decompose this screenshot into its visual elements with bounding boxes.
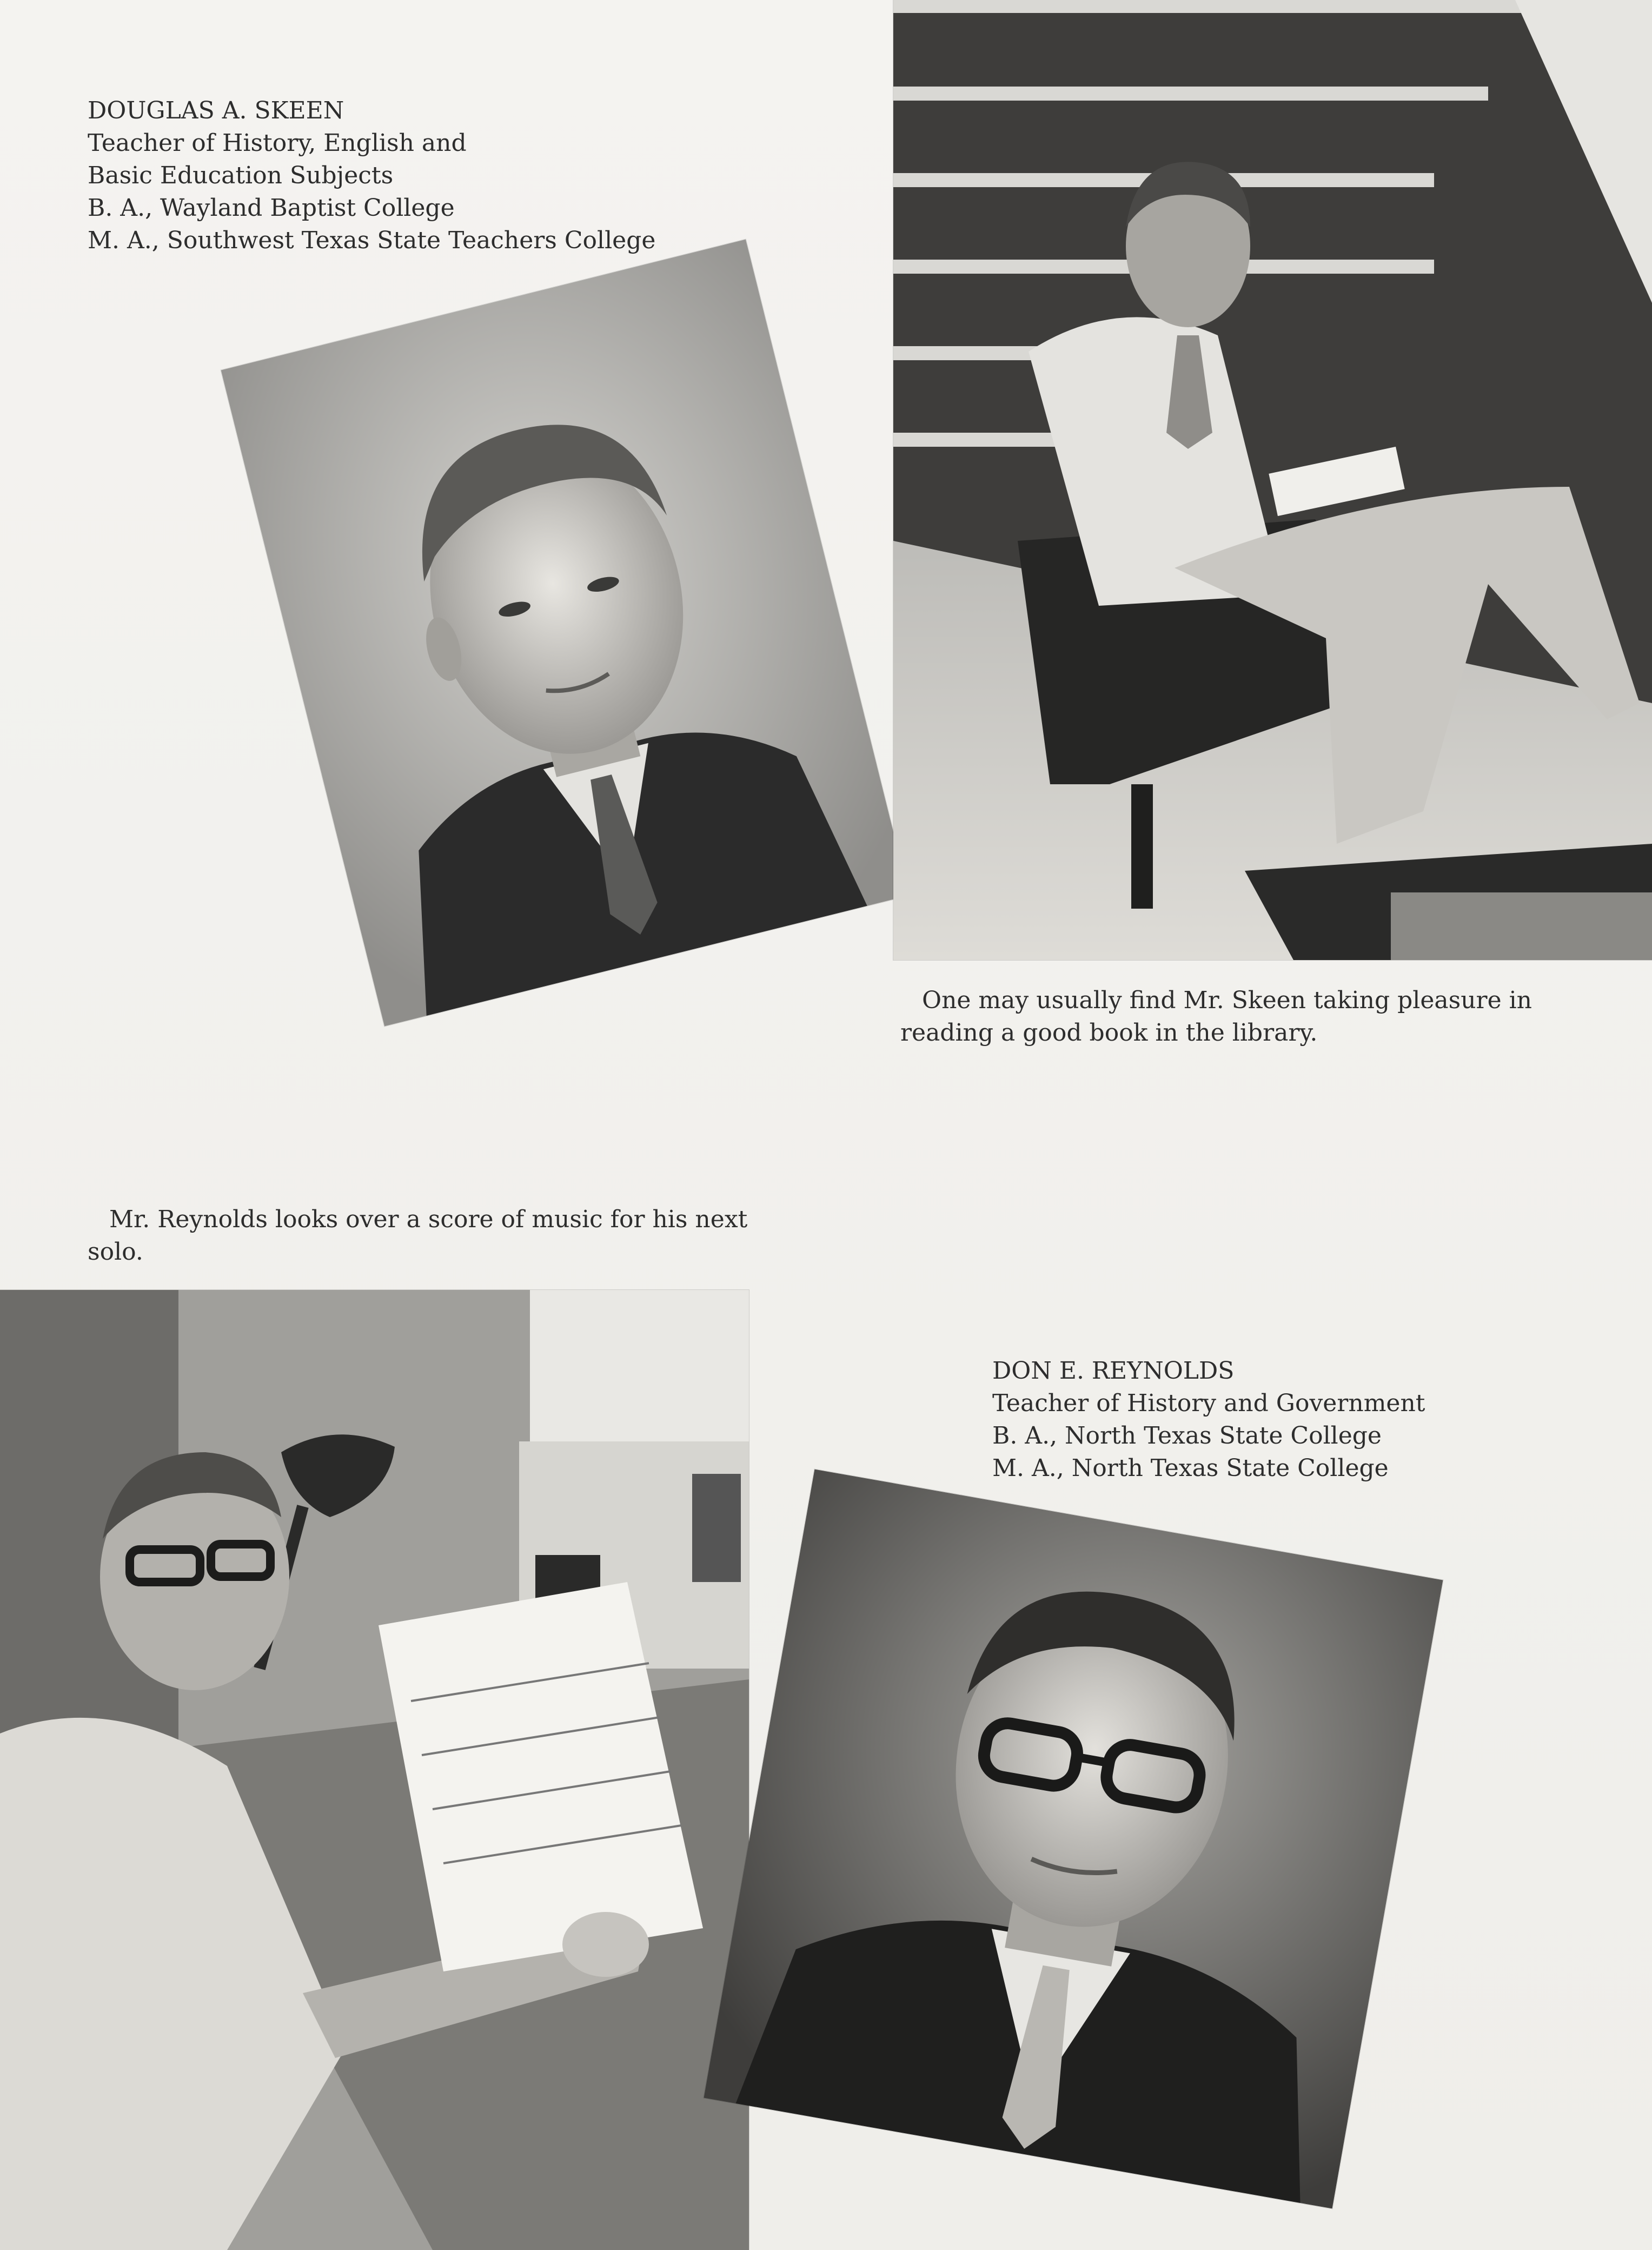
skeen-name: DOUGLAS A. SKEEN [88, 97, 344, 124]
reynolds-portrait-photo [704, 1470, 1443, 2209]
reynolds-subjects: Teacher of History and Government [992, 1389, 1425, 1417]
skeen-library-image [893, 0, 1652, 960]
reynolds-portrait-image [704, 1470, 1443, 2209]
reynolds-bio [992, 1355, 1425, 1485]
reynolds-music-photo [0, 1290, 749, 2250]
reynolds-ma-degree: M. A., North Texas State College [992, 1454, 1389, 1482]
reynolds-name: DON E. REYNOLDS [992, 1357, 1235, 1385]
reynolds-music-image [0, 1290, 749, 2250]
skeen-subjects-cont: Basic Education Subjects [88, 162, 394, 189]
skeen-ba-degree: B. A., Wayland Baptist College [88, 194, 455, 222]
skeen-library-photo [893, 0, 1652, 960]
skeen-bio [88, 95, 655, 257]
reynolds-ba-degree: B. A., North Texas State College [992, 1422, 1382, 1450]
skeen-portrait-image [221, 240, 910, 1027]
reynolds-caption: Mr. Reynolds looks over a score of music for his next solo. [88, 1206, 748, 1266]
skeen-subjects: Teacher of History, English and [88, 129, 467, 157]
skeen-portrait-photo [221, 240, 910, 1027]
skeen-ma-degree: M. A., Southwest Texas State Teachers College [88, 227, 656, 254]
skeen-caption: One may usually find Mr. Skeen taking pleasure in reading a good book in the library. [900, 987, 1532, 1047]
